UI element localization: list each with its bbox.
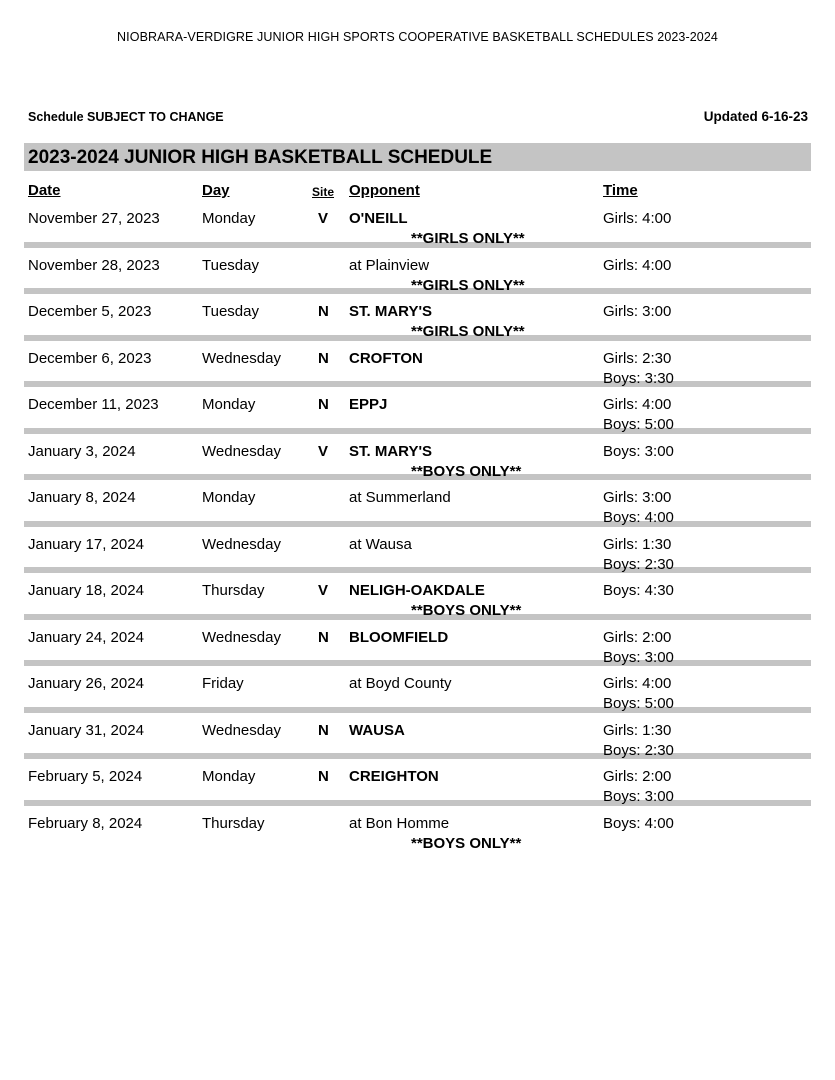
game-restriction-note: **GIRLS ONLY** bbox=[411, 230, 525, 247]
game-opponent: at Boyd County bbox=[349, 675, 452, 692]
game-opponent: at Bon Homme bbox=[349, 814, 450, 832]
game-opponent: CROFTON bbox=[349, 349, 423, 367]
game-time: Girls: 4:00 bbox=[603, 396, 672, 413]
game-time: Girls: 1:30 bbox=[603, 721, 672, 739]
game-site: N bbox=[318, 303, 329, 320]
game-day: Wednesday bbox=[202, 442, 281, 460]
game-opponent: ST. MARY'S bbox=[349, 303, 433, 320]
game-time: Boys: 4:00 bbox=[603, 509, 674, 526]
game-time: Girls: 2:00 bbox=[603, 768, 672, 785]
game-opponent: CREIGHTON bbox=[349, 768, 439, 785]
game-opponent: at Wausa bbox=[349, 535, 412, 553]
table-row bbox=[24, 480, 811, 527]
game-opponent: BLOOMFIELD bbox=[349, 628, 449, 646]
game-time: Boys: 2:30 bbox=[603, 741, 674, 759]
game-site: V bbox=[318, 442, 329, 460]
game-time: Girls: 4:00 bbox=[603, 210, 672, 227]
game-date: February 8, 2024 bbox=[28, 814, 143, 832]
game-day: Wednesday bbox=[202, 721, 281, 739]
game-time: Boys: 3:30 bbox=[603, 369, 674, 387]
updated-date-note: Updated 6-16-23 bbox=[703, 109, 808, 124]
game-day: Friday bbox=[202, 675, 244, 692]
game-site: N bbox=[318, 396, 329, 413]
game-site: N bbox=[318, 768, 329, 785]
game-time: Girls: 2:00 bbox=[603, 628, 672, 646]
game-time: Boys: 3:00 bbox=[603, 788, 674, 805]
game-time: Girls: 3:00 bbox=[603, 489, 672, 506]
game-site: N bbox=[318, 628, 329, 646]
game-date: January 17, 2024 bbox=[28, 535, 144, 553]
game-site: V bbox=[318, 582, 329, 599]
game-time: Boys: 5:00 bbox=[603, 695, 674, 712]
table-row bbox=[24, 387, 811, 434]
table-row bbox=[24, 713, 811, 760]
game-date: November 27, 2023 bbox=[28, 210, 160, 227]
game-time: Girls: 1:30 bbox=[603, 535, 672, 553]
game-opponent: WAUSA bbox=[349, 721, 405, 739]
game-day: Wednesday bbox=[202, 628, 281, 646]
game-day: Tuesday bbox=[202, 256, 259, 274]
game-date: November 28, 2023 bbox=[28, 256, 160, 274]
game-opponent: at Plainview bbox=[349, 256, 430, 274]
game-date: December 6, 2023 bbox=[28, 349, 152, 367]
table-row bbox=[24, 527, 811, 574]
game-date: January 26, 2024 bbox=[28, 675, 144, 692]
game-date: January 3, 2024 bbox=[28, 442, 136, 460]
table-row bbox=[24, 573, 811, 620]
game-day: Thursday bbox=[202, 814, 265, 832]
table-row bbox=[24, 806, 811, 852]
game-restriction-note: **GIRLS ONLY** bbox=[411, 276, 525, 294]
game-opponent: at Summerland bbox=[349, 489, 451, 506]
game-opponent: EPPJ bbox=[349, 396, 388, 413]
schedule-table bbox=[24, 201, 811, 852]
game-time: Boys: 2:30 bbox=[603, 555, 674, 573]
game-day: Thursday bbox=[202, 582, 265, 599]
game-day: Tuesday bbox=[202, 303, 259, 320]
subject-to-change-note: Schedule SUBJECT TO CHANGE bbox=[28, 110, 224, 124]
game-date: January 8, 2024 bbox=[28, 489, 136, 506]
game-day: Wednesday bbox=[202, 349, 281, 367]
game-restriction-note: **BOYS ONLY** bbox=[411, 602, 522, 619]
game-site: V bbox=[318, 210, 329, 227]
game-date: February 5, 2024 bbox=[28, 768, 143, 785]
game-time: Boys: 4:30 bbox=[603, 582, 674, 599]
game-restriction-note: **BOYS ONLY** bbox=[411, 834, 522, 852]
table-row bbox=[24, 341, 811, 388]
game-date: January 18, 2024 bbox=[28, 582, 144, 599]
game-opponent: NELIGH-OAKDALE bbox=[349, 582, 485, 599]
table-row bbox=[24, 759, 811, 806]
schedule-title: 2023-2024 JUNIOR HIGH BASKETBALL SCHEDULE bbox=[28, 147, 493, 168]
game-time: Boys: 5:00 bbox=[603, 416, 674, 433]
game-time: Girls: 4:00 bbox=[603, 675, 672, 692]
game-day: Monday bbox=[202, 768, 256, 785]
table-row bbox=[24, 294, 811, 341]
game-time: Boys: 3:00 bbox=[603, 442, 674, 460]
column-header-day: Day bbox=[202, 182, 230, 199]
table-row bbox=[24, 201, 811, 248]
game-date: January 24, 2024 bbox=[28, 628, 144, 646]
column-header-site: Site bbox=[312, 185, 335, 199]
game-day: Monday bbox=[202, 489, 256, 506]
game-site: N bbox=[318, 721, 329, 739]
table-row bbox=[24, 666, 811, 713]
game-time: Boys: 4:00 bbox=[603, 814, 674, 832]
game-day: Monday bbox=[202, 396, 256, 413]
document-header: NIOBRARA-VERDIGRE JUNIOR HIGH SPORTS COOPERATIVE BASKETBALL SCHEDULES 2023-2024 bbox=[117, 30, 718, 44]
game-time: Girls: 2:30 bbox=[603, 349, 672, 367]
column-header-date: Date bbox=[28, 182, 61, 199]
game-opponent: O'NEILL bbox=[349, 210, 408, 227]
game-restriction-note: **BOYS ONLY** bbox=[411, 462, 522, 480]
column-header-time: Time bbox=[603, 182, 638, 199]
game-date: December 5, 2023 bbox=[28, 303, 152, 320]
game-date: December 11, 2023 bbox=[28, 396, 159, 413]
game-time: Boys: 3:00 bbox=[603, 648, 674, 666]
game-opponent: ST. MARY'S bbox=[349, 442, 433, 460]
table-row bbox=[24, 620, 811, 667]
game-day: Wednesday bbox=[202, 535, 281, 553]
game-date: January 31, 2024 bbox=[28, 721, 144, 739]
game-time: Girls: 3:00 bbox=[603, 303, 672, 320]
table-row bbox=[24, 248, 811, 295]
schedule-title-bar bbox=[24, 143, 811, 171]
game-day: Monday bbox=[202, 210, 256, 227]
game-restriction-note: **GIRLS ONLY** bbox=[411, 323, 525, 340]
game-time: Girls: 4:00 bbox=[603, 256, 672, 274]
column-header-opponent: Opponent bbox=[349, 182, 420, 199]
table-row bbox=[24, 434, 811, 481]
game-site: N bbox=[318, 349, 329, 367]
